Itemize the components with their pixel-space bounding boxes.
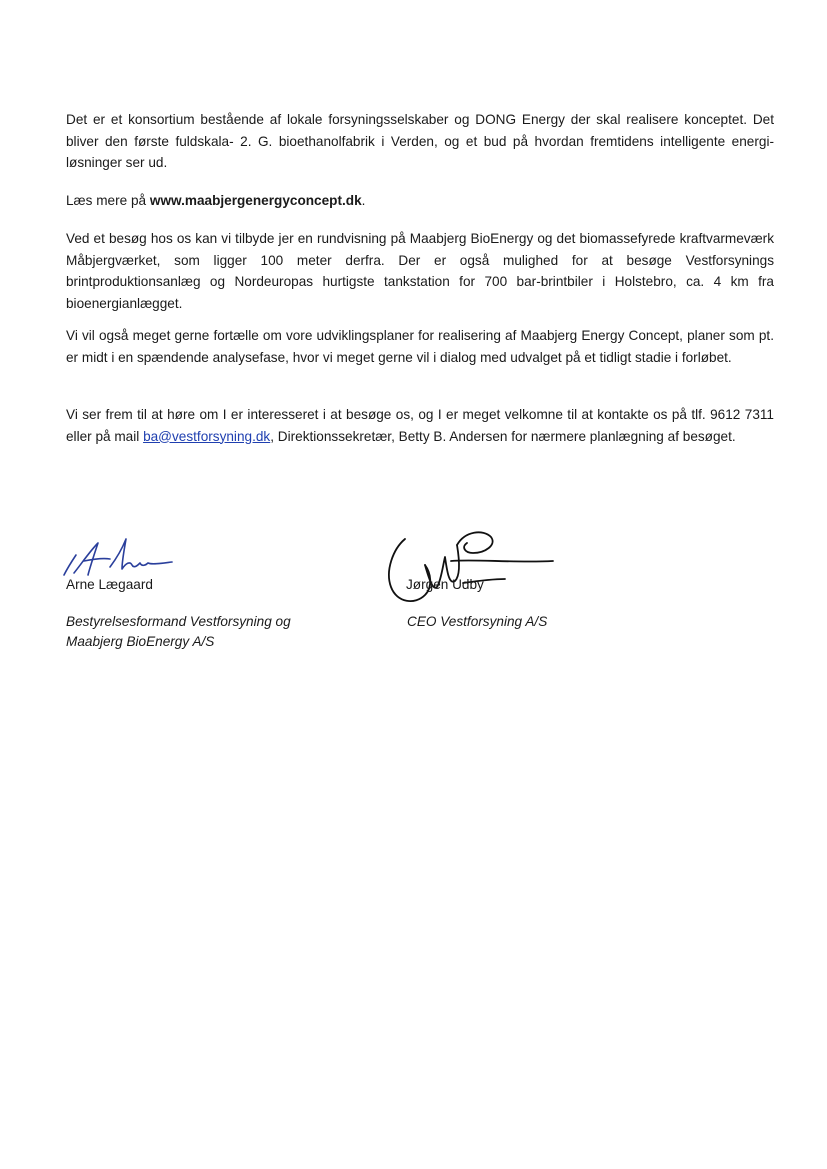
paragraph-4-text: Vi vil også meget gerne fortælle om vore udviklingsplaner for realisering af Maabjerg Energy Concept, planer som pt. er midt i en spændende analysefase, hvor vi meget gerne vil i dialog med udvalget på et tidligt stadie i forløbet.: [66, 328, 774, 365]
paragraph-3-text: Ved et besøg hos os kan vi tilbyde jer en rundvisning på Maabjerg BioEnergy og det biomassefyrede kraftvarmeværk Måbjergværket, som ligger 100 meter derfra. Der er også mulighed for at besøge Vestforsynings brintproduktionsanlæg og Nordeuropas hurtigste tankstation for 700 bar-brintbiler i Holstebro, ca. 4 km fra bioenergianlægget.: [66, 231, 774, 311]
paragraph-visit-offer: [66, 228, 774, 314]
email-link[interactable]: ba@vestforsyning.dk: [143, 428, 271, 444]
paragraph-development-plans: [66, 325, 774, 368]
contact-suffix: , Direktionssekretær, Betty B. Andersen for nærmere planlægning af besøget.: [270, 428, 736, 444]
read-more-prefix: Læs mere på: [66, 193, 150, 208]
signer-title-left-line-2: Maabjerg BioEnergy A/S: [66, 634, 215, 649]
read-more-suffix: .: [361, 193, 366, 208]
paragraph-read-more: [66, 190, 774, 212]
handwritten-signature-right: [385, 521, 565, 611]
contact-prefix: Vi ser frem til at høre om I er interesseret i at besøge os, og I er meget velkomne til at kontakte os på tlf. 9612 7311 eller på mail: [66, 407, 774, 444]
signer-name-right: Jørgen Udby: [406, 577, 484, 592]
paragraph-1-text: Det er et konsortium bestående af lokale forsyningsselskaber og DONG Energy der skal realisere konceptet. Det bliver den første fuldskala- 2. G. bioethanolfabrik i Verden, og et bud på hvordan fremtidens intelligente energi-løsninger ser ud.: [66, 112, 774, 170]
signer-name-left: Arne Lægaard: [66, 577, 153, 592]
paragraph-consortium: [66, 109, 774, 174]
paragraph-contact: [66, 404, 774, 447]
signer-title-left-line-1: Bestyrelsesformand Vestforsyning og: [66, 614, 291, 629]
website-link[interactable]: www.maabjergenergyconcept.dk: [149, 193, 362, 208]
signer-title-right: CEO Vestforsyning A/S: [407, 614, 548, 629]
